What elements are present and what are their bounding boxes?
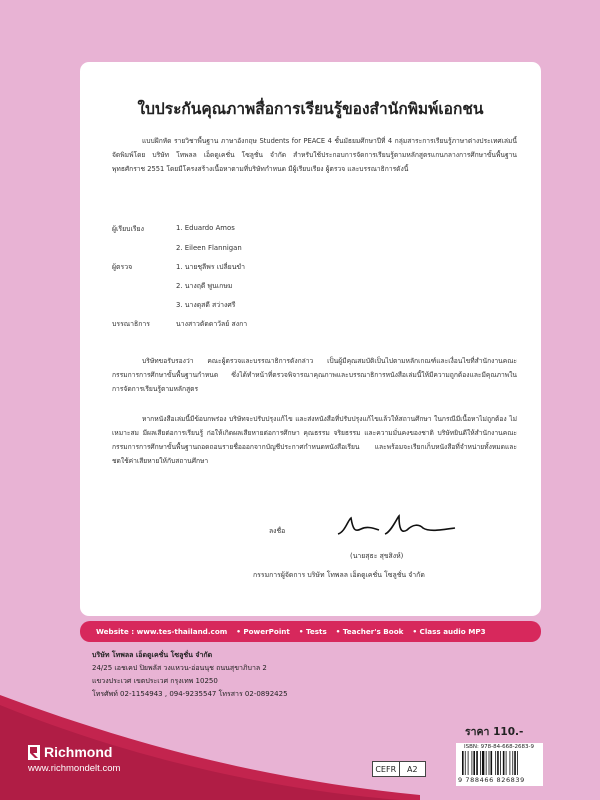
barcode-bar: [468, 751, 469, 775]
publisher-address-line-2: แขวงประเวศ เขตประเวศ กรุงเทพ 10250: [92, 677, 218, 685]
barcode-bar: [465, 751, 466, 775]
guarantee-card: [80, 62, 541, 616]
barcode-bar: [512, 751, 513, 775]
intro-paragraph: [112, 134, 517, 176]
author-1: 1. Eduardo Amos: [176, 224, 235, 232]
handwritten-signature: [333, 512, 463, 542]
brand-url[interactable]: www.richmondelt.com: [28, 763, 121, 774]
richmond-logo-icon: [28, 745, 40, 760]
certification-text-1: บริษัทขอรับรองว่า คณะผู้ตรวจและบรรณาธิการดังกล่าว เป็นผู้มีคุณสมบัติเป็นไปตามหลักเกณฑ์และเงื่อนไขที่สำนักงานคณะกรรมการการศึกษาขั้นพื้นฐานกำหนด ซึ่งได้ทำหน้าที่ตรวจพิจารณาคุณภาพและบรรณาธิการหนังสือเล่มนี้ให้มีความถูกต้องและมีคุณภาพในการจัดการเรียนรู้ตามหลักสูตร: [112, 357, 517, 393]
barcode-bar: [476, 751, 478, 775]
barcode-bar: [503, 751, 505, 775]
feature-powerpoint: • PowerPoint: [236, 627, 290, 636]
barcode-bar: [472, 751, 473, 775]
barcode-bar: [482, 751, 484, 775]
barcode-bar: [462, 751, 464, 775]
barcode-bar: [495, 751, 496, 775]
feature-tests: • Tests: [298, 627, 327, 636]
certification-paragraph-2: [112, 412, 517, 468]
reviewer-1: 1. นายชุลีพร เปลี่ยนขำ: [176, 263, 245, 271]
barcode-bar: [506, 751, 507, 775]
author-label: ผู้เรียบเรียง: [112, 225, 144, 233]
signature-label: ลงชื่อ: [269, 527, 286, 535]
editor-label: บรรณาธิการ: [112, 320, 150, 328]
reviewer-label: ผู้ตรวจ: [112, 263, 133, 271]
barcode-bar: [480, 751, 481, 775]
author-2: 2. Eileen Flannigan: [176, 244, 242, 252]
barcode-bar: [491, 751, 493, 775]
barcode-bar: [500, 751, 501, 775]
website-link[interactable]: Website : www.tes-thailand.com: [96, 627, 228, 636]
barcode-bar: [514, 751, 516, 775]
barcode-bar: [489, 751, 490, 775]
barcode-bar: [473, 751, 475, 775]
reviewer-2: 2. นางฤดี พูนเกษม: [176, 282, 233, 290]
intro-text: แบบฝึกหัด รายวิชาพื้นฐาน ภาษาอังกฤษ Students for PEACE 4 ชั้นมัธยมศึกษาปีที่ 4 กลุ่มสาระการเรียนรู้ภาษาต่างประเทศเล่มนี้ จัดพิมพ์โดย บริษัท โทพลล เอ็ดดูเคชั่น โซลูชั่น จำกัด สำหรับใช้ประกอบการจัดการเรียนรู้ตามหลักสูตรแกนกลางการศึกษาขั้นพื้นฐาน พุทธศักราช 2551 โดยมีโครงสร้างเนื้อหาตามที่บริษัทกำหนด มีผู้เรียบเรียง ผู้ตรวจ และบรรณาธิการดังนี้: [112, 137, 517, 173]
richmond-logo: [28, 744, 120, 774]
page-title: ใบประกันคุณภาพสื่อการเรียนรู้ของสำนักพิมพ์เอกชน: [137, 100, 484, 118]
brand-name: Richmond: [44, 744, 113, 760]
barcode-digits: 9 788466 826839: [458, 776, 525, 784]
price-label: ราคา 110.-: [465, 726, 524, 738]
isbn-text: ISBN: 978-84-668-2683-9: [464, 744, 535, 750]
feature-teachers-book: • Teacher's Book: [335, 627, 404, 636]
barcode-bar: [486, 751, 487, 775]
barcode-bar: [517, 751, 518, 775]
barcode: [456, 743, 543, 786]
signer-name: (นายสุธะ สุขสิงห์): [350, 552, 404, 560]
publisher-address-line-1: 24/25 เอชเคป ปิยพลัส วงแหวน-อ่อนนุช ถนนสุขาภิบาล 2: [92, 664, 267, 672]
certification-paragraph-1: [112, 354, 517, 396]
cefr-box: [372, 761, 426, 777]
barcode-bars: [462, 751, 538, 777]
cefr-level: A2: [406, 764, 418, 774]
certification-text-2: หากหนังสือเล่มนี้มีข้อบกพร่อง บริษัทจะปรับปรุงแก้ไข และส่งหนังสือที่ปรับปรุงแก้ไขแล้วให้สถานศึกษา ในกรณีมีเนื้อหาไม่ถูกต้อง ไม่เหมาะสม มีผลเสียต่อการเรียนรู้ ก่อให้เกิดผลเสียหายต่อการศึกษา คุณธรรม จริยธรรม และความมั่นคงของชาติ บริษัทยินดีให้สำนักงานคณะกรรมการการศึกษาขั้นพื้นฐานถอดถอนรายชื่อออกจากบัญชีประกาศกำหนดหนังสือเรียน และพร้อมจะเรียกเก็บหนังสือที่จำหน่ายทั้งหมดและชดใช้ค่าเสียหายให้กับสถานศึกษา: [112, 415, 517, 465]
signer-position: กรรมการผู้จัดการ บริษัท โทพลล เอ็ดดูเคชั่น โซลูชั่น จำกัด: [253, 571, 425, 579]
feature-class-audio: • Class audio MP3: [412, 627, 486, 636]
barcode-bar: [497, 751, 499, 775]
publisher-company: บริษัท โทพลล เอ็ดดูเคชั่น โซลูชั่น จำกัด: [92, 651, 213, 659]
reviewer-3: 3. นางดุสดี สว่างศรี: [176, 301, 236, 309]
cefr-label: CEFR: [373, 762, 400, 776]
editor-name: นางสาวตัดดาวัลย์ สงกา: [176, 320, 248, 328]
barcode-bar: [510, 751, 511, 775]
publisher-phone: โทรศัพท์ 02-1154943 , 094-9235547 โทรสาร 02-0892425: [92, 690, 288, 698]
